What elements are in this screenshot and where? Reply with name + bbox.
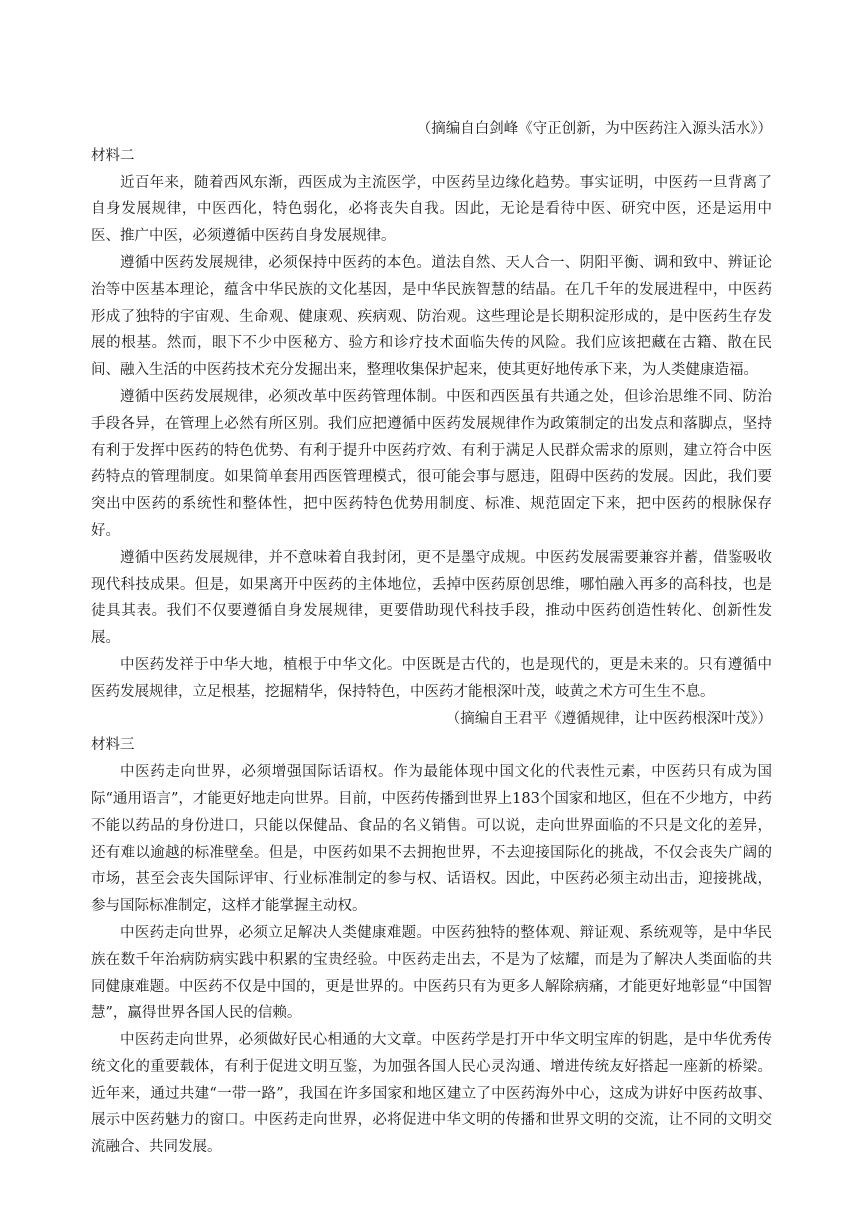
material-2-paragraph-2: 遵循中医药发展规律，必须保持中医药的本色。道法自然、天人合一、阴阳平衡、调和致中、辨证论治等中医基本理论，蕴含中华民族的文化基因，是中华民族智慧的结晶。在几千年的发展进程中，中医药形成了独特的宇宙观、生命观、健康观、疾病观、防治观。这些理论是长期积淀形成的，是中医药生存发展的根基。然而，眼下不少中医秘方、验方和诊疗技术面临失传的风险。我们应该把藏在古籍、散在民间、融入生活的中医药技术充分发掘出来，整理收集保护起来，使其更好地传承下来，为人类健康造福。	[91, 254, 772, 379]
material-3-heading: 材料三	[91, 737, 135, 754]
material-2-heading: 材料二	[91, 147, 135, 164]
source-citation-2: （摘编自王君平《遵循规律，让中医药根深叶茂》）	[445, 710, 772, 727]
document-body	[91, 116, 772, 1161]
material-2-paragraph-3: 遵循中医药发展规律，必须改革中医药管理体制。中医和西医虽有共通之处，但诊治思维不同、防治手段各异，在管理上必然有所区别。我们应把遵循中医药发展规律作为政策制定的出发点和落脚点，坚持有利于发挥中医药的特色优势、有利于提升中医药疗效、有利于满足人民群众需求的原则，建立符合中医药特点的管理制度。如果简单套用西医管理模式，很可能会事与愿违，阻碍中医药的发展。因此，我们要突出中医药的系统性和整体性，把中医药特色优势用制度、标准、规范固定下来，把中医药的根脉保存好。	[91, 388, 772, 539]
material-2-paragraph-4: 遵循中医药发展规律，并不意味着自我封闭，更不是墨守成规。中医药发展需要兼容并蓄，借鉴吸收现代科技成果。但是，如果离开中医药的主体地位，丢掉中医药原创思维，哪怕融入再多的高科技，也是徒具其表。我们不仅要遵循自身发展规律，更要借助现代科技手段，推动中医药创造性转化、创新性发展。	[91, 549, 772, 647]
material-3-paragraph-2: 中医药走向世界，必须立足解决人类健康难题。中医药独特的整体观、辩证观、系统观等，是中华民族在数千年治病防病实践中积累的宝贵经验。中医药走出去，不是为了炫耀，而是为了解决人类面临的共同健康难题。中医药不仅是中国的，更是世界的。中医药只有为更多人解除病痛，才能更好地彰显“中国智慧”，赢得世界各国人民的信赖。	[91, 924, 772, 1022]
material-2-paragraph-1: 近百年来，随着西风东渐，西医成为主流医学，中医药呈边缘化趋势。事实证明，中医药一旦背离了自身发展规律，中医西化，特色弱化，必将丧失自我。因此，无论是看待中医、研究中医，还是运用中医、推广中医，必须遵循中医药自身发展规律。	[91, 174, 772, 245]
material-3-paragraph-3: 中医药走向世界，必须做好民心相通的大文章。中医药学是打开中华文明宝库的钥匙，是中华优秀传统文化的重要载体，有利于促进文明互鉴，为加强各国人民心灵沟通、增进传统友好搭起一座新的桥梁。近年来，通过共建“一带一路”，我国在许多国家和地区建立了中医药海外中心，这成为讲好中医药故事、展示中医药魅力的窗口。中医药走向世界，必将促进中华文明的传播和世界文明的交流，让不同的文明交流融合、共同发展。	[91, 1032, 772, 1156]
material-3-paragraph-1: 中医药走向世界，必须增强国际话语权。作为最能体现中国文化的代表性元素，中医药只有成为国际“通用语言”，才能更好地走向世界。目前，中医药传播到世界上183个国家和地区，但在不少地方，中药不能以药品的身份进口，只能以保健品、食品的名义销售。可以说，走向世界面临的不只是文化的差异，还有难以逾越的标准壁垒。但是，中医药如果不去拥抱世界，不去迎接国际化的挑战，不仅会丧失广阔的市场，甚至会丧失国际评审、行业标准制定的参与权、话语权。因此，中医药必须主动出击，迎接挑战，参与国际标准制定，这样才能掌握主动权。	[91, 764, 772, 915]
source-citation-1: （摘编自白剑峰《守正创新，为中医药注入源头活水》）	[416, 121, 772, 137]
material-2-paragraph-5: 中医药发祥于中华大地，植根于中华文化。中医既是古代的，也是现代的，更是未来的。只有遵循中医药发展规律，立足根基，挖掘精华，保持特色，中医药才能根深叶茂，岐黄之术方可生生不息。	[91, 656, 772, 700]
